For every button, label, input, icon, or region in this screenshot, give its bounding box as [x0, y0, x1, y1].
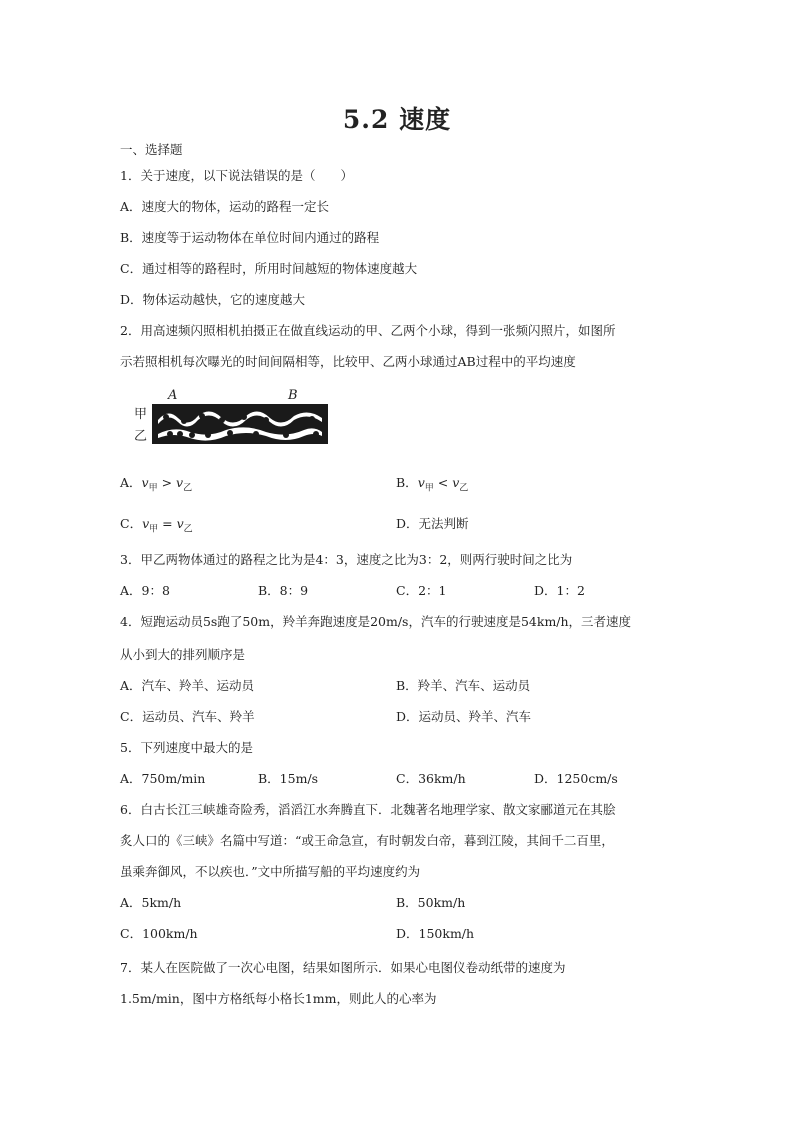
- question-5-option-d: D．1250cm/s: [534, 771, 618, 786]
- figure-label-b: B: [288, 388, 298, 403]
- question-2-option-b: B．$v_甲 < v_乙$: [396, 475, 469, 494]
- question-2-option-a: A．$v_甲 > v_乙$: [120, 475, 193, 494]
- question-5-stem: 5．下列速度中最大的是: [120, 740, 253, 755]
- question-4-option-b: B．羚羊、汽车、运动员: [396, 678, 531, 693]
- question-3-option-a: A．9：8: [120, 583, 170, 598]
- question-3-option-b: B．8：9: [258, 583, 309, 598]
- question-2-stem-line-2: 示若照相机每次曝光的时间间隔相等，比较甲、乙两小球通过AB过程中的平均速度: [120, 354, 576, 369]
- page-title: 5.2 速度: [342, 105, 452, 134]
- question-3-option-c: C．2：1: [396, 583, 447, 598]
- question-6-option-d: D．150km/h: [396, 926, 475, 941]
- strobe-photo-figure: [126, 386, 336, 450]
- question-6-stem-line-2: 炙人口的《三峡》名篇中写道：“或王命急宣，有时朝发白帝，暮到江陵，其间千二百里，: [120, 833, 614, 848]
- question-7-stem-line-1: 7．某人在医院做了一次心电图，结果如图所示．如果心电图仪卷动纸带的速度为: [120, 960, 566, 975]
- question-2-stem-line-1: 2．用高速频闪照相机拍摄正在做直线运动的甲、乙两个小球，得到一张频闪照片，如图所: [120, 323, 616, 338]
- question-3-option-d: D．1：2: [534, 583, 585, 598]
- figure-label-yi: 乙: [134, 429, 148, 444]
- figure-label-jia: 甲: [134, 407, 148, 422]
- question-3-stem: 3．甲乙两物体通过的路程之比为是4：3，速度之比为3：2，则两行驶时间之比为: [120, 552, 573, 567]
- strobe-photo-diagram: [126, 386, 336, 446]
- question-2-option-d: D．无法判断: [396, 516, 469, 531]
- question-5-option-c: C．36km/h: [396, 771, 466, 786]
- question-4-stem-line-1: 4．短跑运动员5s跑了50m，羚羊奔跑速度是20m/s，汽车的行驶速度是54km/h，三者速度: [120, 614, 632, 629]
- question-4-option-a: A．汽车、羚羊、运动员: [120, 678, 255, 693]
- question-2-option-c: C．$v_甲 = v_乙$: [120, 516, 193, 535]
- question-6-option-a: A．5km/h: [120, 895, 182, 910]
- question-6-stem-line-1: 6．白古长江三峡雄奇险秀，滔滔江水奔腾直下．北魏著名地理学家、散文家郦道元在其脍: [120, 802, 616, 817]
- question-4-option-d: D．运动员、羚羊、汽车: [396, 709, 532, 724]
- question-5-option-a: A．750m/min: [120, 771, 206, 786]
- question-5-option-b: B．15m/s: [258, 771, 319, 786]
- question-6-option-b: B．50km/h: [396, 895, 466, 910]
- question-1-stem: 1．关于速度，以下说法错误的是（ ）: [120, 168, 353, 183]
- question-1-option-a: A．速度大的物体，运动的路程一定长: [120, 199, 330, 214]
- question-7-stem-line-2: 1.5m/min，图中方格纸每小格长1mm，则此人的心率为: [120, 991, 437, 1006]
- question-4-option-c: C．运动员、汽车、羚羊: [120, 709, 255, 724]
- figure-label-a: A: [168, 388, 178, 403]
- question-6-option-c: C．100km/h: [120, 926, 198, 941]
- question-6-stem-line-3: 虽乘奔御风，不以疾也．”文中所描写船的平均速度约为: [120, 864, 421, 879]
- question-1-option-b: B．速度等于运动物体在单位时间内通过的路程: [120, 230, 380, 245]
- question-1-option-d: D．物体运动越快，它的速度越大: [120, 292, 306, 307]
- question-4-stem-line-2: 从小到大的排列顺序是: [120, 647, 246, 662]
- question-1-option-c: C．通过相等的路程时，所用时间越短的物体速度越大: [120, 261, 418, 276]
- section-heading: 一、选择题: [120, 142, 183, 157]
